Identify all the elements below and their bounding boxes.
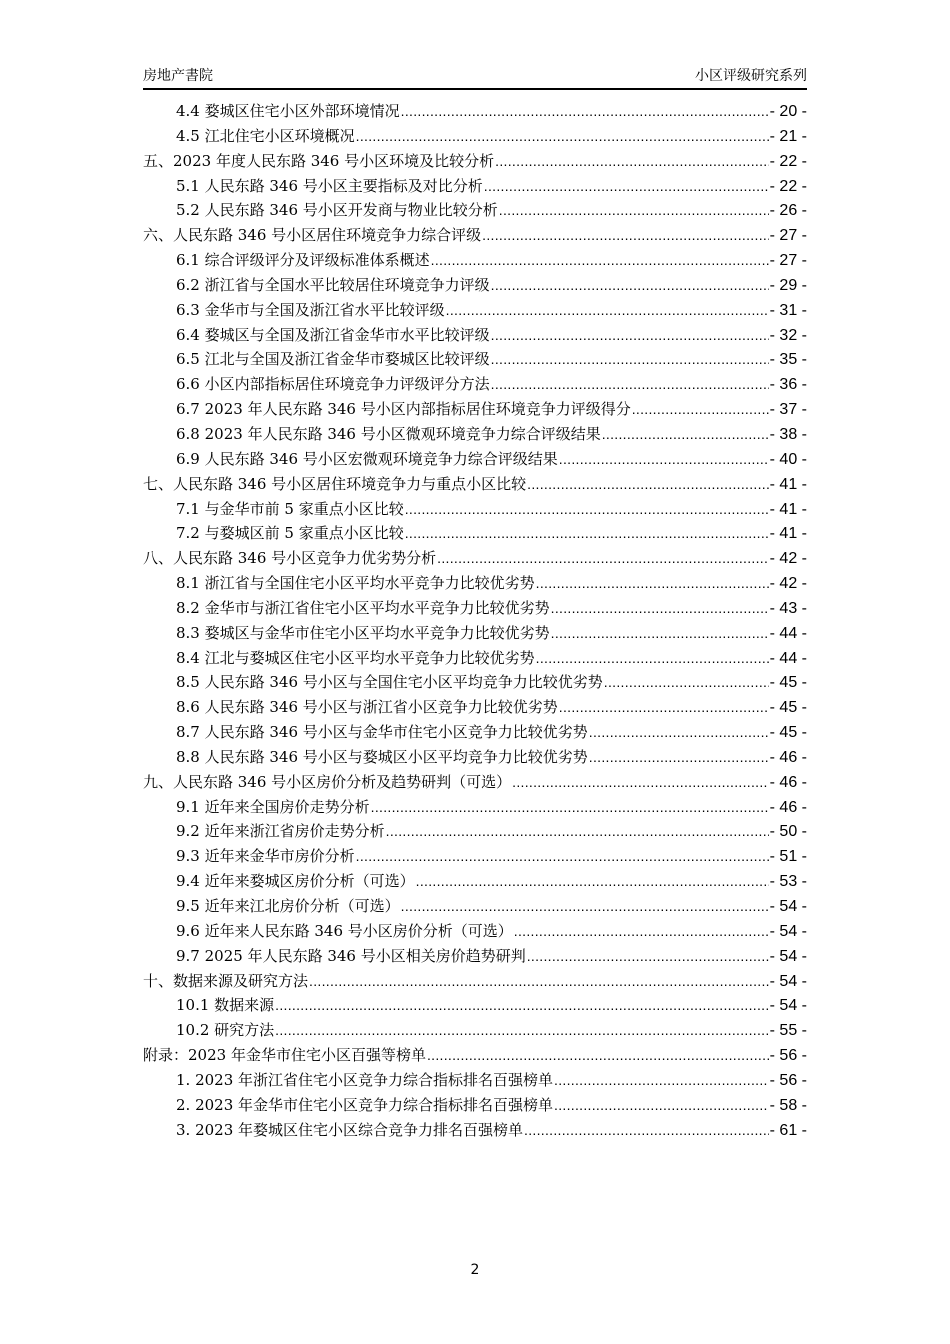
toc-section-entry[interactable] <box>143 323 807 348</box>
toc-section-entry[interactable] <box>143 1118 807 1143</box>
dot-leader <box>491 273 769 298</box>
toc-section-entry[interactable] <box>143 844 807 869</box>
toc-section-entry[interactable] <box>143 993 807 1018</box>
toc-entry-page: - 35 - <box>769 351 807 369</box>
dot-leader <box>431 248 769 273</box>
toc-entry-page: - 45 - <box>769 699 807 717</box>
toc-entry-title: 5.2 人民东路 346 号小区开发商与物业比较分析 <box>176 201 498 220</box>
toc-entry-page: - 42 - <box>769 550 807 568</box>
toc-section-entry[interactable] <box>143 397 807 422</box>
toc-section-entry[interactable] <box>143 124 807 149</box>
toc-section-entry[interactable] <box>143 447 807 472</box>
toc-entry-page: - 40 - <box>769 450 807 468</box>
toc-entry-page: - 41 - <box>769 525 807 543</box>
dot-leader <box>499 198 769 223</box>
toc-chapter-entry[interactable] <box>143 969 807 994</box>
page-number: 2 <box>470 1262 480 1278</box>
toc-entry-page: - 36 - <box>769 376 807 394</box>
toc-entry-page: - 29 - <box>769 276 807 294</box>
toc-entry-title: 8.1 浙江省与全国住宅小区平均水平竞争力比较优劣势 <box>176 574 535 593</box>
toc-section-entry[interactable] <box>143 695 807 720</box>
toc-entry-title: 1. 2023 年浙江省住宅小区竞争力综合指标排名百强榜单 <box>176 1070 554 1089</box>
toc-entry-page: - 54 - <box>769 997 807 1015</box>
toc-entry-title: 9.6 近年来人民东路 346 号小区房价分析（可选） <box>176 921 513 940</box>
dot-leader <box>536 571 769 596</box>
toc-entry-title: 10.1 数据来源 <box>176 996 275 1015</box>
toc-entry-page: - 46 - <box>769 748 807 766</box>
toc-chapter-entry[interactable] <box>143 770 807 795</box>
toc-entry-title: 6.1 综合评级评分及评级标准体系概述 <box>176 251 430 270</box>
toc-entry-title: 十、数据来源及研究方法 <box>143 971 309 990</box>
toc-section-entry[interactable] <box>143 1068 807 1093</box>
dot-leader <box>275 993 768 1018</box>
dot-leader <box>514 919 769 944</box>
toc-section-entry[interactable] <box>143 869 807 894</box>
dot-leader <box>309 969 769 994</box>
dot-leader <box>482 223 768 248</box>
toc-entry-title: 6.4 婺城区与全国及浙江省金华市水平比较评级 <box>176 325 490 344</box>
toc-section-entry[interactable] <box>143 795 807 820</box>
toc-entry-title: 八、人民东路 346 号小区竞争力优劣势分析 <box>143 549 437 568</box>
toc-section-entry[interactable] <box>143 670 807 695</box>
toc-entry-page: - 54 - <box>769 898 807 915</box>
toc-entry-title: 4.5 江北住宅小区环境概况 <box>176 126 355 145</box>
toc-entry-page: - 27 - <box>769 252 807 270</box>
dot-leader <box>512 770 768 795</box>
toc-entry-title: 六、人民东路 346 号小区居住环境竞争力综合评级 <box>143 226 482 245</box>
toc-entry-title: 2. 2023 年金华市住宅小区竞争力综合指标排名百强榜单 <box>176 1095 554 1114</box>
toc-chapter-entry[interactable] <box>143 223 807 248</box>
toc-entry-page: - 56 - <box>769 1047 807 1065</box>
dot-leader <box>632 397 769 422</box>
header-series-title: 小区评级研究系列 <box>695 68 807 84</box>
toc-entry-title: 8.2 金华市与浙江省住宅小区平均水平竞争力比较优劣势 <box>176 598 550 617</box>
toc-entry-page: - 51 - <box>769 848 807 866</box>
dot-leader <box>371 795 769 820</box>
toc-entry-page: - 26 - <box>769 202 807 220</box>
toc-entry-page: - 56 - <box>769 1071 807 1089</box>
dot-leader <box>275 1018 768 1043</box>
toc-entry-title: 九、人民东路 346 号小区房价分析及趋势研判（可选） <box>143 772 512 791</box>
toc-entry-page: - 22 - <box>769 177 807 195</box>
toc-entry-page: - 53 - <box>769 873 807 891</box>
toc-entry-title: 9.3 近年来金华市房价分析 <box>176 847 355 866</box>
toc-section-entry[interactable] <box>143 99 807 124</box>
toc-entry-title: 5.1 人民东路 346 号小区主要指标及对比分析 <box>176 176 483 195</box>
toc-section-entry[interactable] <box>143 919 807 944</box>
toc-entry-title: 8.7 人民东路 346 号小区与金华市住宅小区竞争力比较优劣势 <box>176 723 588 742</box>
toc-entry-title: 8.4 江北与婺城区住宅小区平均水平竞争力比较优劣势 <box>176 648 535 667</box>
toc-section-entry[interactable] <box>143 596 807 621</box>
toc-entry-title: 9.5 近年来江北房价分析（可选） <box>176 897 400 915</box>
dot-leader <box>589 720 769 745</box>
toc-entry-page: - 45 - <box>769 674 807 692</box>
dot-leader <box>589 745 769 770</box>
toc-entry-page: - 54 - <box>769 972 807 990</box>
toc-section-entry[interactable] <box>143 174 807 199</box>
dot-leader <box>484 174 769 199</box>
toc-entry-page: - 38 - <box>769 425 807 443</box>
toc-chapter-entry[interactable] <box>143 472 807 497</box>
toc-entry-title: 6.5 江北与全国及浙江省金华市婺城区比较评级 <box>176 350 490 369</box>
dot-leader <box>405 497 769 522</box>
dot-leader <box>527 472 768 497</box>
toc-entry-page: - 54 - <box>769 947 807 965</box>
toc-section-entry[interactable] <box>143 621 807 646</box>
dot-leader <box>551 596 769 621</box>
toc-section-entry[interactable] <box>143 646 807 671</box>
toc-entry-page: - 44 - <box>769 649 807 667</box>
toc-entry-page: - 37 - <box>769 401 807 419</box>
dot-leader <box>551 621 769 646</box>
dot-leader <box>427 1043 769 1068</box>
dot-leader <box>554 1093 769 1118</box>
dot-leader <box>356 124 769 149</box>
toc-entry-page: - 42 - <box>769 575 807 593</box>
toc-entry-title: 9.1 近年来全国房价走势分析 <box>176 797 370 816</box>
toc-entry-title: 6.9 人民东路 346 号小区宏微观环境竞争力综合评级结果 <box>176 449 558 468</box>
dot-leader <box>491 372 769 397</box>
toc-section-entry[interactable] <box>143 372 807 397</box>
toc-section-entry[interactable] <box>143 720 807 745</box>
dot-leader <box>495 149 769 174</box>
toc-section-entry[interactable] <box>143 347 807 372</box>
toc-section-entry[interactable] <box>143 1093 807 1118</box>
toc-entry-page: - 41 - <box>769 500 807 518</box>
toc-section-entry[interactable] <box>143 571 807 596</box>
toc-entry-title: 9.2 近年来浙江省房价走势分析 <box>176 822 385 841</box>
toc-entry-title: 7.1 与金华市前 5 家重点小区比较 <box>176 499 404 518</box>
dot-leader <box>559 695 769 720</box>
toc-section-entry[interactable] <box>143 248 807 273</box>
dot-leader <box>437 546 768 571</box>
toc-entry-title: 6.6 小区内部指标居住环境竞争力评级评分方法 <box>176 375 490 394</box>
dot-leader <box>491 347 769 372</box>
toc-entry-page: - 46 - <box>769 798 807 816</box>
toc-entry-title: 6.2 浙江省与全国水平比较居住环境竞争力评级 <box>176 275 490 294</box>
toc-entry-page: - 20 - <box>769 103 807 120</box>
toc-entry-title: 4.4 婺城区住宅小区外部环境情况 <box>176 102 400 120</box>
toc-chapter-entry[interactable] <box>143 546 807 571</box>
toc-section-entry[interactable] <box>143 745 807 770</box>
toc-entry-title: 9.7 2025 年人民东路 346 号小区相关房价趋势研判 <box>176 946 526 965</box>
toc-entry-page: - 31 - <box>769 301 807 319</box>
dot-leader <box>405 521 769 546</box>
dot-leader <box>602 422 769 447</box>
dot-leader <box>446 298 769 323</box>
table-of-contents <box>143 99 807 1142</box>
toc-section-entry[interactable] <box>143 819 807 844</box>
toc-entry-title: 6.7 2023 年人民东路 346 号小区内部指标居住环境竞争力评级得分 <box>176 400 631 419</box>
toc-section-entry[interactable] <box>143 894 807 919</box>
dot-leader <box>356 844 769 869</box>
toc-entry-page: - 21 - <box>769 127 807 145</box>
toc-entry-title: 8.6 人民东路 346 号小区与浙江省小区竞争力比较优劣势 <box>176 698 558 717</box>
dot-leader <box>524 1118 769 1143</box>
toc-entry-page: - 44 - <box>769 624 807 642</box>
dot-leader <box>401 99 769 124</box>
dot-leader <box>401 894 769 919</box>
dot-leader <box>527 944 769 969</box>
toc-section-entry[interactable] <box>143 298 807 323</box>
toc-entry-title: 9.4 近年来婺城区房价分析（可选） <box>176 872 415 891</box>
toc-section-entry[interactable] <box>143 497 807 522</box>
toc-entry-title: 五、2023 年度人民东路 346 号小区环境及比较分析 <box>143 151 495 170</box>
toc-entry-title: 8.5 人民东路 346 号小区与全国住宅小区平均竞争力比较优劣势 <box>176 673 603 692</box>
toc-entry-title: 6.3 金华市与全国及浙江省水平比较评级 <box>176 300 445 319</box>
toc-chapter-entry[interactable] <box>143 149 807 174</box>
toc-entry-page: - 43 - <box>769 599 807 617</box>
toc-entry-page: - 55 - <box>769 1022 807 1040</box>
toc-section-entry[interactable] <box>143 521 807 546</box>
dot-leader <box>386 819 769 844</box>
toc-section-entry[interactable] <box>143 422 807 447</box>
toc-entry-page: - 22 - <box>769 152 807 170</box>
toc-entry-title: 6.8 2023 年人民东路 346 号小区微观环境竞争力综合评级结果 <box>176 424 601 443</box>
toc-entry-title: 附录：2023 年金华市住宅小区百强等榜单 <box>143 1046 426 1065</box>
toc-entry-page: - 54 - <box>769 922 807 940</box>
header-publisher: 房地产書院 <box>143 68 213 84</box>
toc-entry-page: - 61 - <box>769 1121 807 1139</box>
dot-leader <box>536 646 769 671</box>
dot-leader <box>604 670 769 695</box>
toc-section-entry[interactable] <box>143 944 807 969</box>
toc-entry-page: - 32 - <box>769 326 807 344</box>
toc-section-entry[interactable] <box>143 273 807 298</box>
toc-entry-page: - 58 - <box>769 1096 807 1114</box>
toc-entry-title: 3. 2023 年婺城区住宅小区综合竞争力排名百强榜单 <box>176 1120 524 1139</box>
dot-leader <box>559 447 769 472</box>
toc-entry-title: 七、人民东路 346 号小区居住环境竞争力与重点小区比较 <box>143 474 527 493</box>
toc-chapter-entry[interactable] <box>143 1043 807 1068</box>
dot-leader <box>554 1068 769 1093</box>
toc-section-entry[interactable] <box>143 198 807 223</box>
toc-section-entry[interactable] <box>143 1018 807 1043</box>
toc-entry-title: 8.8 人民东路 346 号小区与婺城区小区平均竞争力比较优劣势 <box>176 747 588 766</box>
toc-entry-page: - 46 - <box>769 773 807 791</box>
toc-entry-page: - 50 - <box>769 823 807 841</box>
dot-leader <box>491 323 769 348</box>
toc-entry-page: - 41 - <box>769 475 807 493</box>
toc-entry-title: 8.3 婺城区与金华市住宅小区平均水平竞争力比较优劣势 <box>176 623 550 642</box>
page-header <box>143 66 807 90</box>
toc-entry-page: - 27 - <box>769 227 807 245</box>
toc-entry-title: 7.2 与婺城区前 5 家重点小区比较 <box>176 524 404 543</box>
toc-entry-page: - 45 - <box>769 724 807 742</box>
dot-leader <box>416 869 769 894</box>
toc-entry-title: 10.2 研究方法 <box>176 1021 275 1040</box>
